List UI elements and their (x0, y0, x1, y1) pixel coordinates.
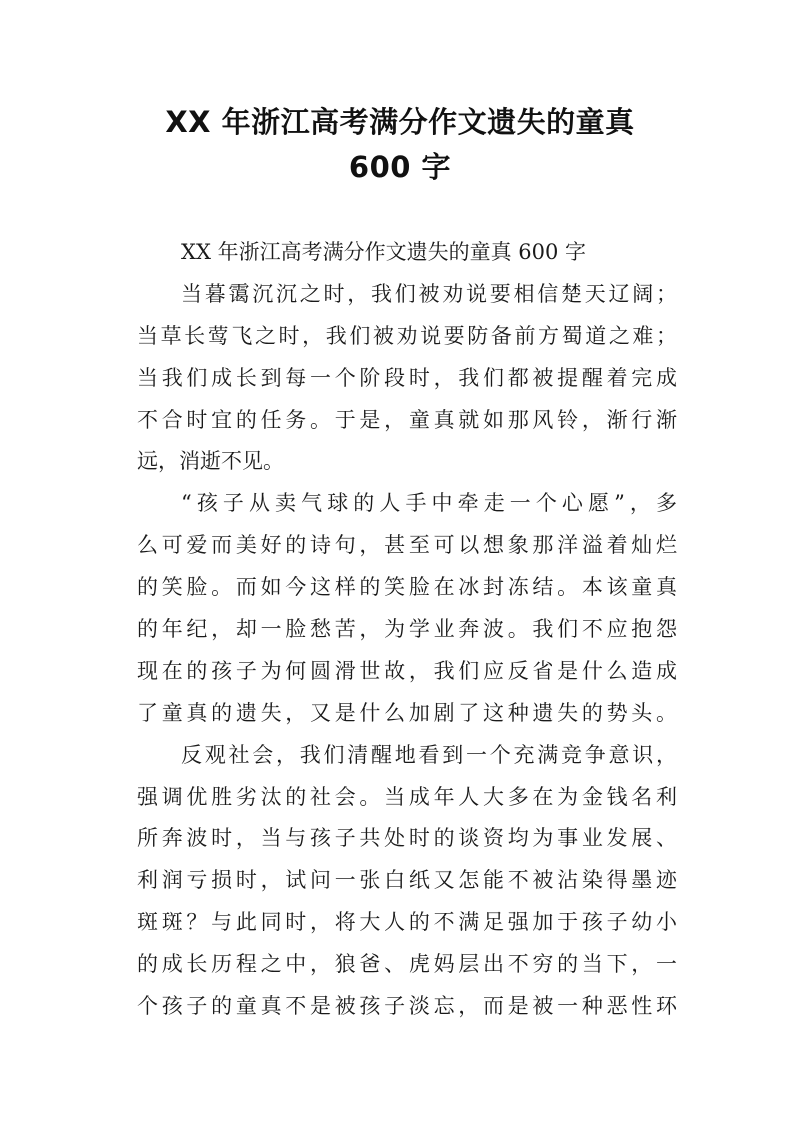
body-line: 远，消逝不见。 (137, 449, 284, 474)
body-line: 利润亏损时，试问一张白纸又怎能不被沾染得墨迹 (137, 868, 677, 893)
body-line: 当暮霭沉沉之时，我们被劝说要相信楚天辽阔； (181, 281, 677, 306)
document-title-line-2: 600 字 (348, 150, 452, 184)
body-line: 的成长历程之中，狼爸、虎妈层出不穷的当下，一 (137, 952, 677, 977)
body-line: 了童真的遗失，又是什么加剧了这种遗失的势头。 (137, 700, 677, 725)
article-body (137, 232, 677, 1028)
body-line: 的年纪，却一脸愁苦，为学业奔波。我们不应抱怨 (137, 617, 677, 642)
body-heading-line: XX 年浙江高考满分作文遗失的童真 600 字 (181, 240, 587, 264)
document-title-line-1: XX 年浙江高考满分作文遗失的童真 (165, 105, 635, 139)
body-line: “孩子从卖气球的人手中牵走一个心愿”，多 (181, 491, 677, 516)
body-line: 反观社会，我们清醒地看到一个充满竞争意识， (181, 742, 677, 767)
body-line: 么可爱而美好的诗句，甚至可以想象那洋溢着灿烂 (137, 533, 677, 558)
body-line: 斑斑？与此同时，将大人的不满足强加于孩子幼小 (137, 910, 677, 935)
body-line: 个孩子的童真不是被孩子淡忘，而是被一种恶性环 (137, 994, 677, 1019)
body-line: 的笑脸。而如今这样的笑脸在冰封冻结。本该童真 (137, 575, 677, 600)
body-line: 不合时宜的任务。于是，童真就如那风铃，渐行渐 (137, 407, 677, 432)
body-line: 现在的孩子为何圆滑世故，我们应反省是什么造成 (137, 658, 677, 683)
body-line: 当我们成长到每一个阶段时，我们都被提醒着完成 (137, 365, 677, 390)
body-line: 所奔波时，当与孩子共处时的谈资均为事业发展、 (137, 826, 677, 851)
body-line: 当草长莺飞之时，我们被劝说要防备前方蜀道之难； (137, 323, 677, 348)
body-line: 强调优胜劣汰的社会。当成年人大多在为金钱名利 (137, 784, 677, 809)
